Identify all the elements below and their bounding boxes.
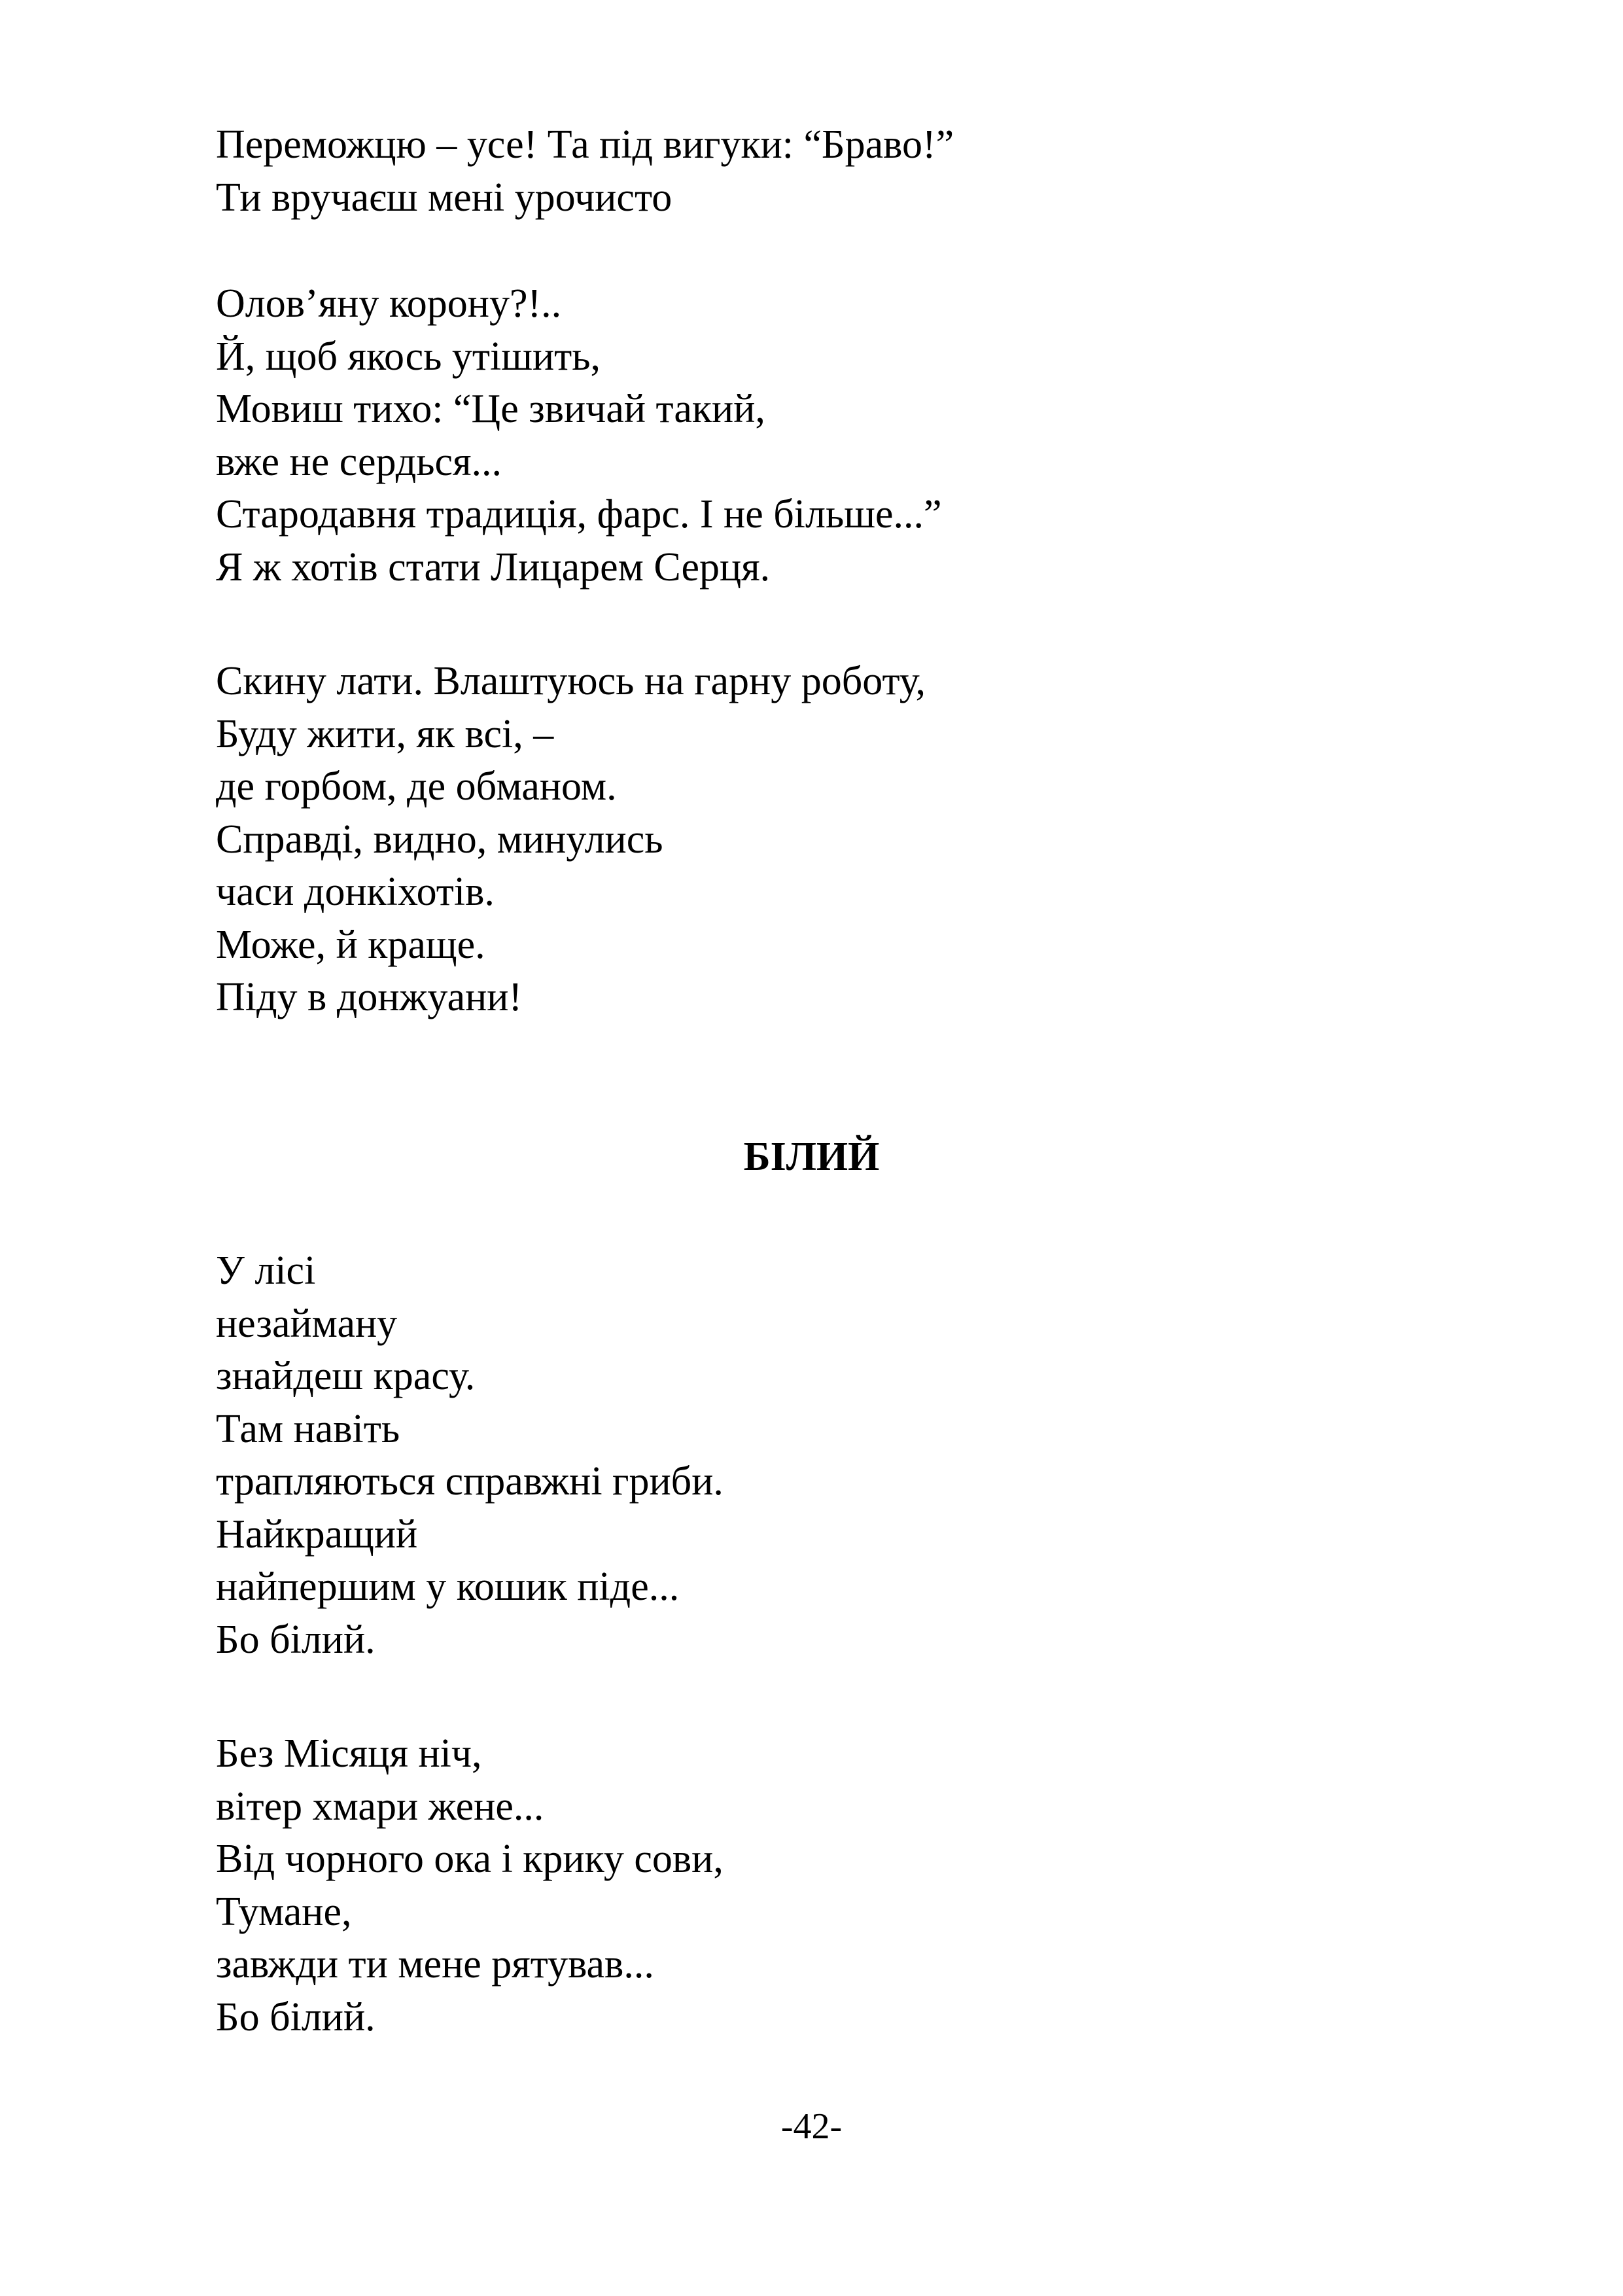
poem-line: Найкращий <box>216 1511 418 1557</box>
poem-line: Справді, видно, минулись <box>216 817 663 862</box>
poem-line: Буду жити, як всі, – <box>216 711 554 756</box>
poem-line: Мовиш тихо: “Це звичай такий, <box>216 387 765 431</box>
stanza-tin-crown <box>216 277 942 593</box>
poem-line: де горбом, де обманом. <box>216 764 617 809</box>
poem-title: БІЛИЙ <box>743 1135 880 1179</box>
poem-line: часи донкіхотів. <box>216 870 495 914</box>
poem-line: вже не сердься... <box>216 439 502 484</box>
poem-line: Ти вручаєш мені урочисто <box>216 175 672 220</box>
poem-line: трапляються справжні гриби. <box>216 1459 724 1504</box>
poem-line: вітер хмари жене... <box>216 1784 544 1829</box>
poem-line: Й, щоб якось утішить, <box>216 334 601 379</box>
poem-line: завжди ти мене рятував... <box>216 1942 654 1987</box>
poem-line: Олов’яну корону?!.. <box>216 281 562 326</box>
poem-line: У лісі <box>216 1248 316 1293</box>
poem-line: найпершим у кошик піде... <box>216 1564 680 1609</box>
poem-line: Бо білий. <box>216 1617 375 1662</box>
poem-line: Може, й краще. <box>216 922 485 967</box>
stanza-armor <box>216 655 926 1024</box>
poem-line: Я ж хотів стати Лицарем Серця. <box>216 544 771 590</box>
page-number: -42- <box>780 2106 843 2147</box>
poem-line: Від чорного ока і крику сови, <box>216 1837 724 1881</box>
poem-line: Бо білий. <box>216 1994 375 2040</box>
poem-line: Без Місяця ніч, <box>216 1731 482 1776</box>
poem-line: Скину лати. Влаштуюсь на гарну роботу, <box>216 659 926 703</box>
poem-line: Тумане, <box>216 1889 352 1934</box>
poem-line: знайдеш красу. <box>216 1354 476 1398</box>
stanza-victor <box>216 118 954 224</box>
poem-line: незайману <box>216 1301 398 1346</box>
poem-line: Стародавня традиція, фарс. І не більше...” <box>216 492 942 537</box>
stanza-forest <box>216 1245 724 1666</box>
stanza-night <box>216 1727 724 2043</box>
poem-line: Піду в донжуани! <box>216 975 523 1019</box>
poem-line: Там навіть <box>216 1406 400 1451</box>
poem-line: Переможцю – усе! Та під вигуки: “Браво!” <box>216 122 954 167</box>
